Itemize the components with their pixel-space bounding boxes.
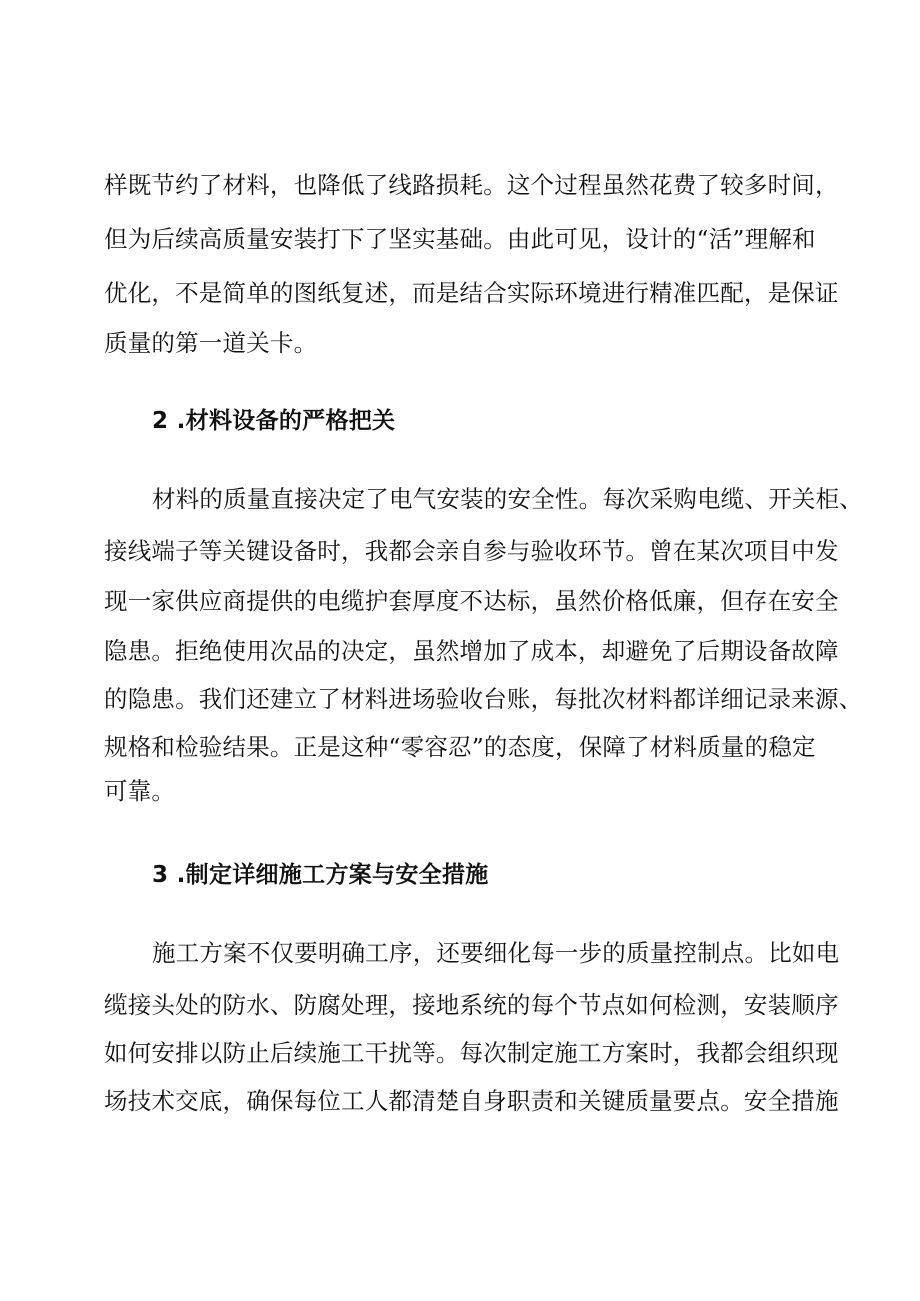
paragraph-line: 质量的第一道关卡。 xyxy=(104,329,318,357)
paragraph-line: 场技术交底，确保每位工人都清楚自身职责和关键质量要点。安全措施 xyxy=(104,1087,839,1115)
paragraph-line: 但为后续高质量安装打下了坚实基础。由此可见，设计的“活”理解和 xyxy=(104,225,816,253)
section-heading-3: 3 .制定详细施工方案与安全措施 xyxy=(152,862,489,888)
paragraph-line: 规格和检验结果。正是这种“零容忍”的态度，保障了材料质量的稳定 xyxy=(104,733,816,761)
paragraph-line: 可靠。 xyxy=(104,777,176,805)
paragraph-line: 接线端子等关键设备时，我都会亲自参与验收环节。曾在某次项目中发 xyxy=(104,537,839,565)
paragraph-line: 优化，不是简单的图纸复述，而是结合实际环境进行精准匹配，是保证 xyxy=(104,279,839,307)
paragraph-line: 如何安排以防止后续施工干扰等。每次制定施工方案时，我都会组织现 xyxy=(104,1039,839,1067)
paragraph-line: 的隐患。我们还建立了材料进场验收台账，每批次材料都详细记录来源、 xyxy=(104,685,863,713)
paragraph-line: 施工方案不仅要明确工序，还要细化每一步的质量控制点。比如电 xyxy=(152,939,840,967)
paragraph-line: 隐患。拒绝使用次品的决定，虽然增加了成本，却避免了后期设备故障 xyxy=(104,637,839,665)
paragraph-line: 材料的质量直接决定了电气安装的安全性。每次采购电缆、开关柜、 xyxy=(152,485,863,513)
paragraph-line: 现一家供应商提供的电缆护套厚度不达标，虽然价格低廉，但存在安全 xyxy=(104,587,839,615)
section-heading-2: 2 .材料设备的严格把关 xyxy=(152,408,396,434)
paragraph-line: 缆接头处的防水、防腐处理，接地系统的每个节点如何检测，安装顺序 xyxy=(104,991,839,1019)
paragraph-line: 样既节约了材料，也降低了线路损耗。这个过程虽然花费了较多时间， xyxy=(104,171,839,199)
